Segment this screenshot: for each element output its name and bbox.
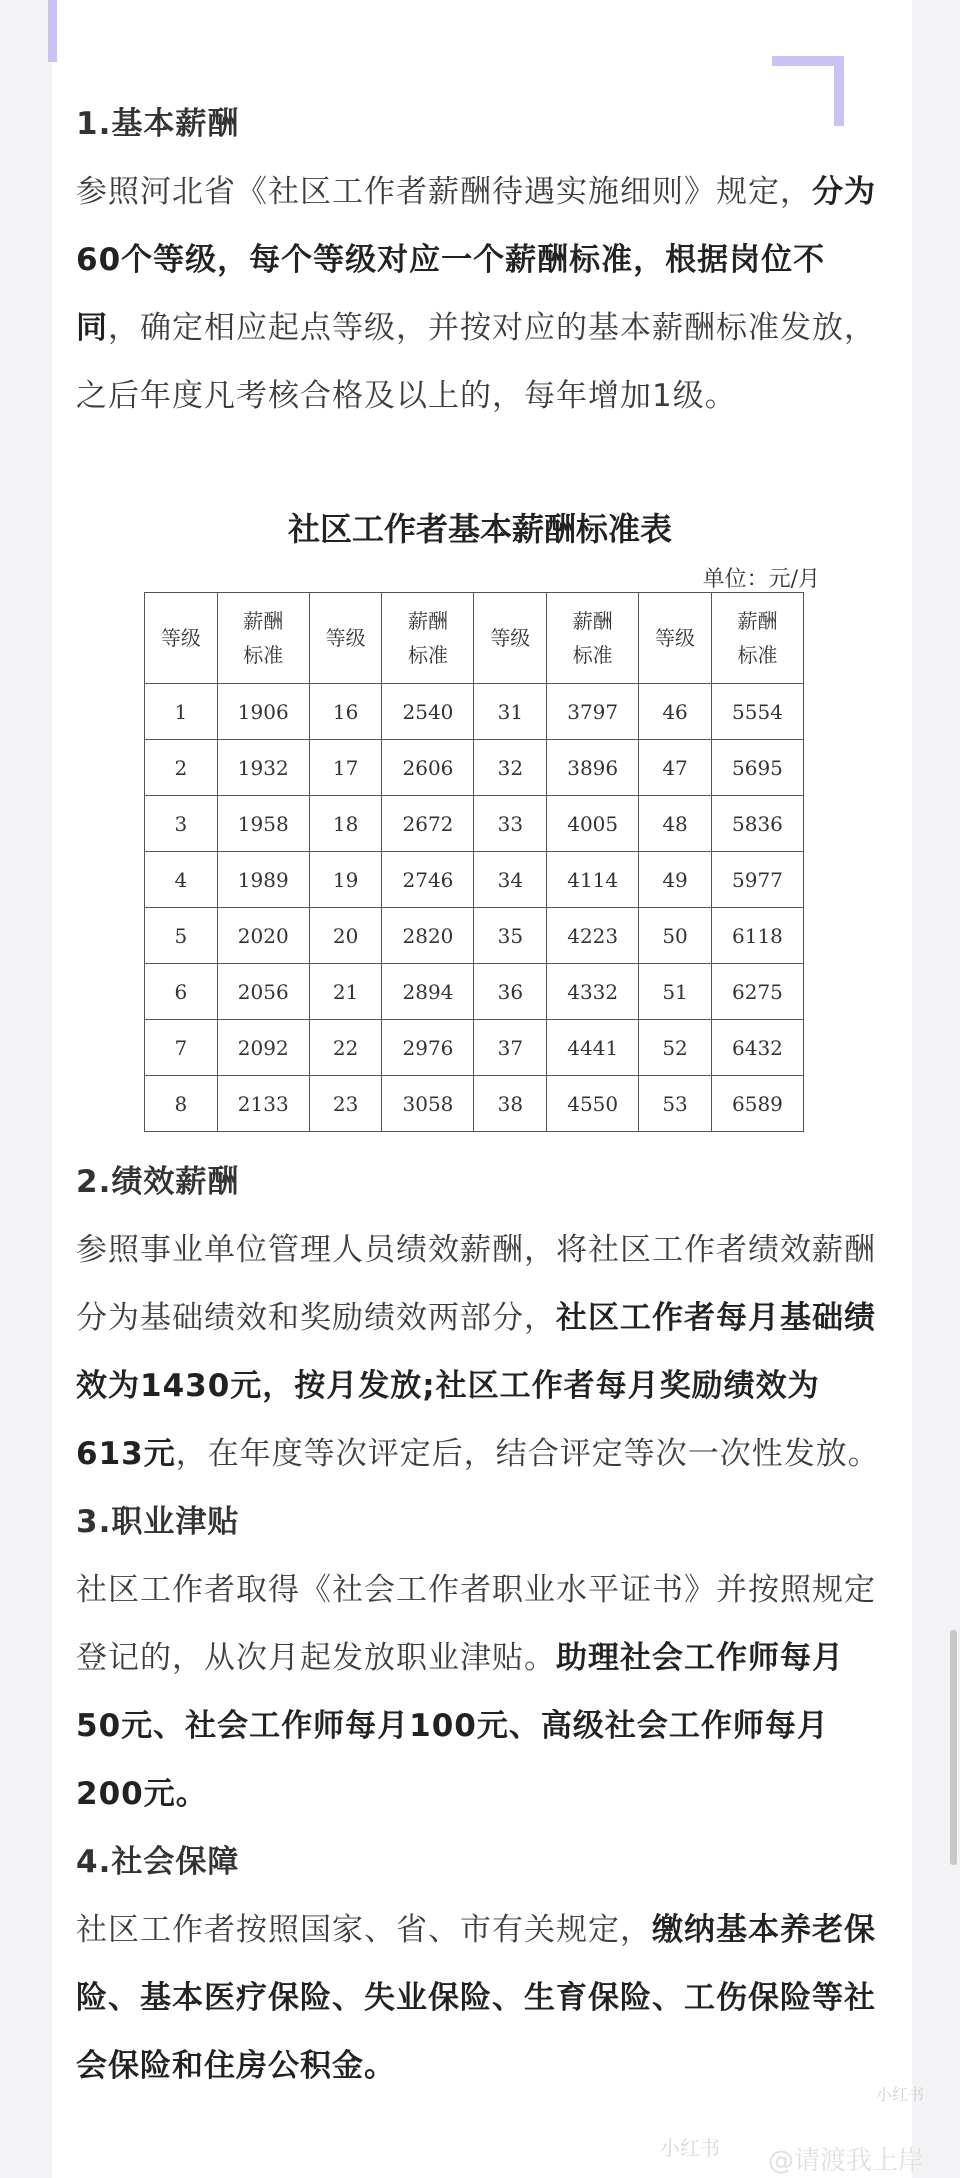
- table-row: [145, 1076, 804, 1132]
- salary-cell: 6118: [711, 908, 803, 964]
- salary-cell: 2976: [382, 1020, 474, 1076]
- grade-cell: 7: [145, 1020, 218, 1076]
- section-1-paragraph: [76, 158, 886, 468]
- table-row: [145, 796, 804, 852]
- grade-cell: 19: [309, 852, 382, 908]
- header-cell: 薪酬 标准: [217, 593, 309, 684]
- salary-cell: 1932: [217, 740, 309, 796]
- grade-cell: 34: [474, 852, 547, 908]
- text-run-bold: 分为60个等级，每个等级对应一个薪酬标准，根据岗位不同: [76, 174, 876, 346]
- watermark-handle: @请渡我上岸: [768, 2146, 925, 2176]
- grade-cell: 3: [145, 796, 218, 852]
- table-row: [145, 852, 804, 908]
- grade-cell: 33: [474, 796, 547, 852]
- grade-cell: 48: [639, 796, 712, 852]
- section-3-heading: 3.职业津贴: [76, 1504, 240, 1540]
- corner-decoration-top-left: [48, 0, 57, 62]
- salary-cell: 4223: [547, 908, 639, 964]
- salary-cell: 2133: [217, 1076, 309, 1132]
- grade-cell: 51: [639, 964, 712, 1020]
- header-cell: 薪酬 标准: [547, 593, 639, 684]
- text-run: 社区工作者按照国家、省、市有关规定，: [76, 1912, 652, 1948]
- grade-cell: 47: [639, 740, 712, 796]
- grade-cell: 37: [474, 1020, 547, 1076]
- salary-cell: 4441: [547, 1020, 639, 1076]
- watermark-platform: 小红书: [660, 2136, 720, 2160]
- text-run: 参照事业单位管理人员绩效薪酬，将社区工作者绩效薪酬分为基础绩效和奖励绩效两部分，: [76, 1232, 876, 1336]
- grade-cell: 5: [145, 908, 218, 964]
- grade-cell: 8: [145, 1076, 218, 1132]
- table-header-row: [145, 593, 804, 684]
- salary-cell: 5554: [711, 684, 803, 740]
- salary-cell: 4332: [547, 964, 639, 1020]
- grade-cell: 32: [474, 740, 547, 796]
- grade-cell: 18: [309, 796, 382, 852]
- watermark-small: 小红书: [876, 2085, 925, 2104]
- header-cell: 薪酬 标准: [382, 593, 474, 684]
- salary-cell: 1958: [217, 796, 309, 852]
- table-title: 社区工作者基本薪酬标准表: [287, 510, 672, 548]
- grade-cell: 36: [474, 964, 547, 1020]
- grade-cell: 50: [639, 908, 712, 964]
- grade-cell: 22: [309, 1020, 382, 1076]
- grade-cell: 4: [145, 852, 218, 908]
- salary-cell: 3896: [547, 740, 639, 796]
- table-row: [145, 908, 804, 964]
- text-run-bold: 助理社会工作师每月50元、社会工作师每月100元、高级社会工作师每月200元。: [76, 1640, 844, 1812]
- text-run: 参照河北省《社区工作者薪酬待遇实施细则》规定，: [76, 174, 812, 210]
- text-run-bold: 缴纳基本养老保险、基本医疗保险、失业保险、生育保险、工伤保险等社会保险和住房公积金。: [76, 1912, 876, 2084]
- grade-cell: 31: [474, 684, 547, 740]
- text-run-bold: 社区工作者每月基础绩效为1430元，按月发放;社区工作者每月奖励绩效为613元: [76, 1300, 876, 1472]
- salary-cell: 5836: [711, 796, 803, 852]
- salary-table: [144, 592, 804, 1132]
- salary-cell: 1989: [217, 852, 309, 908]
- salary-cell: 1906: [217, 684, 309, 740]
- salary-cell: 5695: [711, 740, 803, 796]
- salary-cell: 2540: [382, 684, 474, 740]
- salary-cell: 3058: [382, 1076, 474, 1132]
- header-cell: 等级: [145, 593, 218, 684]
- grade-cell: 21: [309, 964, 382, 1020]
- salary-cell: 4114: [547, 852, 639, 908]
- salary-cell: 5977: [711, 852, 803, 908]
- table-row: [145, 684, 804, 740]
- table-row: [145, 740, 804, 796]
- salary-cell: 2020: [217, 908, 309, 964]
- salary-cell: 2894: [382, 964, 474, 1020]
- grade-cell: 38: [474, 1076, 547, 1132]
- salary-cell: 2092: [217, 1020, 309, 1076]
- grade-cell: 46: [639, 684, 712, 740]
- section-4-heading: 4.社会保障: [76, 1844, 240, 1880]
- salary-cell: 3797: [547, 684, 639, 740]
- grade-cell: 17: [309, 740, 382, 796]
- salary-cell: 2746: [382, 852, 474, 908]
- article-content: [76, 90, 886, 468]
- table-row: [145, 964, 804, 1020]
- salary-table-figure: [140, 490, 820, 1135]
- grade-cell: 23: [309, 1076, 382, 1132]
- grade-cell: 16: [309, 684, 382, 740]
- section-2-heading: 2.绩效薪酬: [76, 1164, 240, 1200]
- section-4-paragraph: [76, 1896, 886, 2100]
- header-cell: 等级: [474, 593, 547, 684]
- salary-cell: 2820: [382, 908, 474, 964]
- salary-cell: 6275: [711, 964, 803, 1020]
- table-body: [145, 684, 804, 1132]
- header-cell: 等级: [309, 593, 382, 684]
- section-2-paragraph: [76, 1216, 886, 1488]
- salary-cell: 6589: [711, 1076, 803, 1132]
- grade-cell: 35: [474, 908, 547, 964]
- grade-cell: 20: [309, 908, 382, 964]
- table-unit: 单位：元/月: [702, 567, 820, 592]
- salary-cell: 6432: [711, 1020, 803, 1076]
- salary-cell: 2056: [217, 964, 309, 1020]
- text-run: ，在年度等次评定后，结合评定等次一次性发放。: [175, 1436, 880, 1472]
- grade-cell: 6: [145, 964, 218, 1020]
- salary-cell: 2672: [382, 796, 474, 852]
- section-1-heading: 1.基本薪酬: [76, 106, 240, 142]
- grade-cell: 2: [145, 740, 218, 796]
- salary-cell: 4550: [547, 1076, 639, 1132]
- salary-cell: 4005: [547, 796, 639, 852]
- grade-cell: 1: [145, 684, 218, 740]
- grade-cell: 49: [639, 852, 712, 908]
- section-3-paragraph: [76, 1556, 886, 1828]
- salary-cell: 2606: [382, 740, 474, 796]
- scrollbar-thumb[interactable]: [950, 1630, 957, 1865]
- table-row: [145, 1020, 804, 1076]
- header-cell: 薪酬 标准: [711, 593, 803, 684]
- grade-cell: 52: [639, 1020, 712, 1076]
- grade-cell: 53: [639, 1076, 712, 1132]
- text-run: ，确定相应起点等级，并按对应的基本薪酬标准发放，之后年度凡考核合格及以上的，每年增加1级。: [76, 310, 876, 414]
- header-cell: 等级: [639, 593, 712, 684]
- text-run: 社区工作者取得《社会工作者职业水平证书》并按照规定登记的，从次月起发放职业津贴。: [76, 1572, 876, 1676]
- article-content-continued: [76, 1148, 886, 2100]
